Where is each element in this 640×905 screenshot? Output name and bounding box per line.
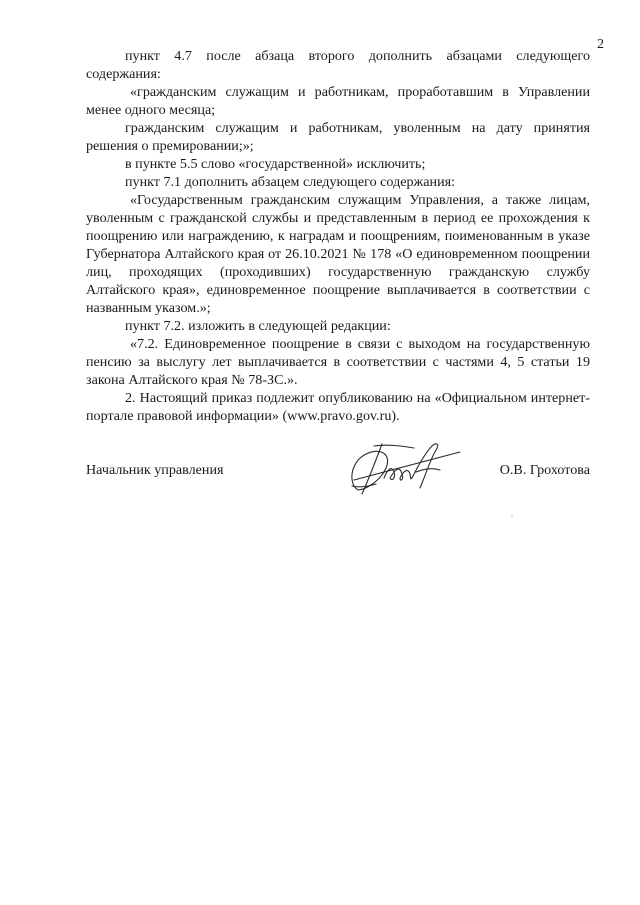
paragraph-quote-7-2: «7.2. Единовременное поощрение в связи с выходом на государственную пенсию за выслугу лет выплачивается в соответствии с частями 4, 5 статьи 19 закона Алтайского края № 78-ЗС.». [86,336,590,388]
paragraph-dismissed-employees: гражданским служащим и работникам, уволенным на дату принятия решения о премировании;»; [86,120,590,154]
paragraph-item-7-1: пункт 7.1 дополнить абзацем следующего содержания: [125,174,456,190]
paragraph-item-5-5: в пункте 5.5 слово «государственной» исключить; [125,156,426,172]
scan-speck [511,516,513,517]
handwritten-signature [340,432,464,510]
paragraph-item-7-2: пункт 7.2. изложить в следующей редакции: [125,318,391,334]
paragraph-quote-less-than-month: «гражданским служащим и работникам, проработавшим в Управлении менее одного месяца; [86,84,590,118]
paragraph-quote-state-employees: «Государственным гражданским служащим Управления, а также лицам, уволенным с гражданской службы и представленным в период ее прохождения к поощрению или награждению, к наградам и поощрениям, поименованным в указе Губернатора Алтайского края от 26.10.2021 № 178 «О единовременном поощрении лиц, проходящих (проходивших) государственную гражданскую службу Алтайского края», единовременное поощрение выплачивается в соответствии с названным указом.»; [86,192,590,316]
paragraph-item-4-7: пункт 4.7 после абзаца второго дополнить абзацами следующего содержания: [86,48,590,82]
signatory-name: О.В. Грохотова [499,462,590,478]
document-body [86,47,590,425]
paragraph-publication: 2. Настоящий приказ подлежит опубликованию на «Официальном интернет-портале правовой информации» (www.pravo.gov.ru). [86,390,590,424]
page-number: 2 [597,37,604,52]
signatory-position: Начальник управления [86,462,224,478]
